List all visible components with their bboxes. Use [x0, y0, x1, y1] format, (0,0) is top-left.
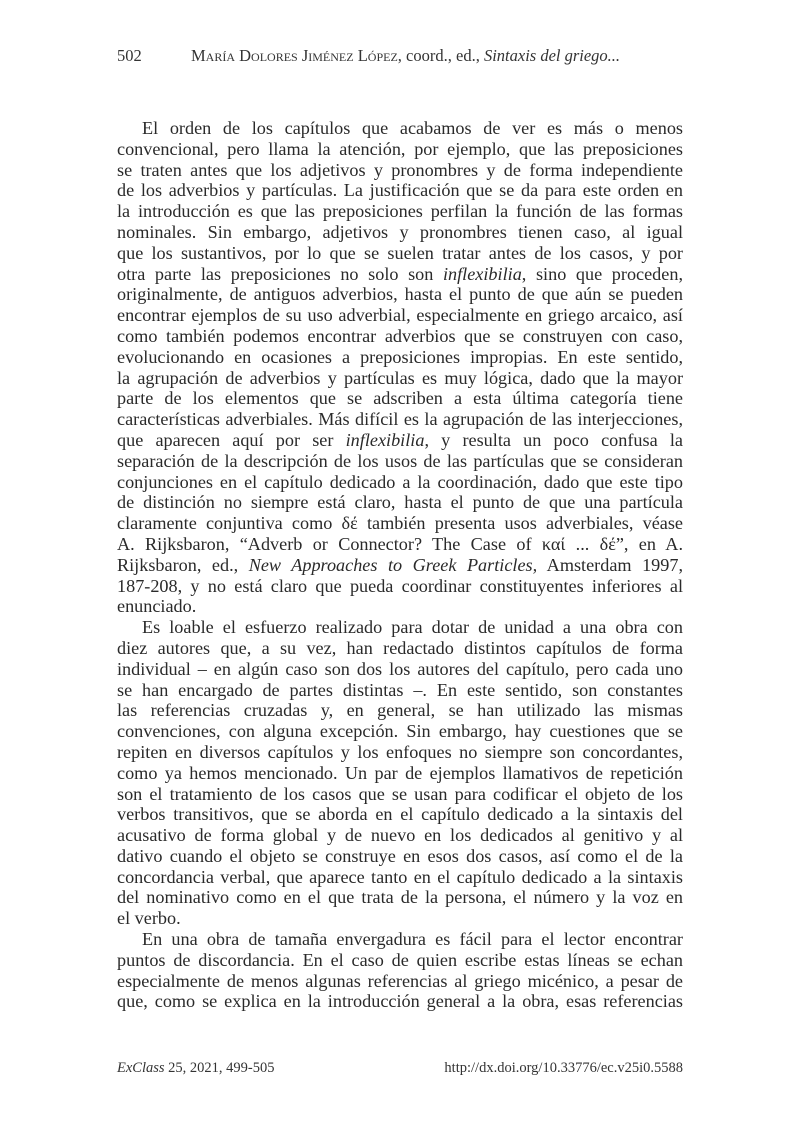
text-span: el verbo. — [117, 908, 181, 929]
text-line — [117, 825, 683, 846]
text-line — [117, 929, 683, 950]
text-line — [117, 576, 683, 597]
book-title: Sintaxis del griego... — [483, 46, 621, 65]
text-span: especialmente de menos algunas referencias al griego micénico, a pesar de — [117, 970, 683, 991]
text-span: otra parte las preposiciones no solo son — [117, 263, 443, 284]
text-line — [117, 534, 683, 555]
text-span: , sino que proceden, — [521, 263, 683, 284]
text-span: la introducción es que las preposiciones perfilan la función de las formas — [117, 201, 683, 222]
text-span: que los sustantivos, por lo que se suelen tratar antes de los casos, y por — [117, 242, 683, 263]
body-text — [117, 118, 683, 1012]
text-span: enunciado. — [117, 596, 197, 617]
text-span: verbos transitivos, que se aborda en el capítulo dedicado a la sintaxis del — [117, 804, 683, 825]
text-line — [117, 555, 683, 576]
text-line — [117, 867, 683, 888]
text-span: acusativo de forma global y de nuevo en los dedicados al genitivo y al — [117, 825, 683, 846]
text-span: , y resulta un poco confusa la — [424, 429, 683, 450]
journal-citation — [117, 1060, 275, 1077]
text-line — [117, 201, 683, 222]
text-line — [117, 180, 683, 201]
text-line — [117, 971, 683, 992]
text-span: las referencias cruzadas y, en general, se han utilizado las mismas — [117, 700, 683, 721]
text-line — [117, 763, 683, 784]
text-span: repiten en diversos capítulos y los enfoques no siempre son concordantes, — [117, 741, 683, 762]
text-line — [117, 388, 683, 409]
text-span: En una obra de tamaña envergadura es fácil para el lector encontrar — [142, 929, 683, 950]
italic-span: New Approaches to Greek Particles, — [248, 554, 538, 575]
text-line — [117, 368, 683, 389]
text-span: nominales. Sin embargo, adjetivos y pronombres tienen caso, al igual — [117, 221, 683, 242]
text-span: características adverbiales. Más difícil es la agrupación de las interjecciones, — [117, 409, 683, 430]
text-span: de distinción no siempre está claro, hasta el punto de que una partícula — [117, 492, 683, 513]
text-span: como también podemos encontrar adverbios que se construyen con caso, — [117, 325, 683, 346]
text-line — [117, 409, 683, 430]
text-line — [117, 243, 683, 264]
text-span: puntos de discordancia. En el caso de quien escribe estas líneas se echan — [117, 949, 683, 970]
text-span: del nominativo como en el que trata de la persona, el número y la voz en — [117, 887, 683, 908]
text-span: El orden de los capítulos que acabamos de ver es más o menos — [142, 118, 683, 138]
text-span: individual – en algún caso son dos los autores del capítulo, pero cada uno — [117, 658, 683, 679]
editor-name: María Dolores Jiménez López — [191, 46, 398, 65]
text-line — [117, 804, 683, 825]
text-span: son el tratamiento de los casos que se usan para codificar el objeto de los — [117, 783, 683, 804]
journal-name: ExClass — [117, 1060, 165, 1076]
running-title — [191, 46, 620, 66]
text-line — [117, 139, 683, 160]
editor-role: , coord., ed., — [397, 46, 484, 65]
text-span: parte de los elementos que se adscriben a esta última categoría tiene — [117, 388, 683, 409]
text-line — [117, 430, 683, 451]
text-line — [117, 451, 683, 472]
text-line — [117, 784, 683, 805]
text-span: que aparecen aquí por ser — [117, 429, 346, 450]
doi-link[interactable]: http://dx.doi.org/10.33776/ec.v25i0.5588 — [444, 1060, 683, 1076]
text-span: Es loable el esfuerzo realizado para dotar de unidad a una obra con — [142, 617, 683, 638]
text-line — [117, 305, 683, 326]
text-line — [117, 596, 683, 617]
text-span: Rijksbaron, ed., — [117, 554, 249, 575]
text-span: que, como se explica en la introducción general a la obra, esas referencias — [117, 991, 683, 1012]
text-line — [117, 472, 683, 493]
text-span: concordancia verbal, que aparece tanto en el capítulo dedicado a la sintaxis — [117, 866, 683, 887]
text-span: 187-208, y no está claro que pueda coordinar constituyentes inferiores al — [117, 575, 683, 596]
text-span: diez autores que, a su vez, han redactado distintos capítulos de forma — [117, 637, 683, 658]
text-span: se han encargado de partes distintas –. En este sentido, son constantes — [117, 679, 683, 700]
text-line — [117, 742, 683, 763]
text-span: evolucionando en ocasiones a preposiciones impropias. En este sentido, — [117, 346, 683, 367]
text-line — [117, 326, 683, 347]
text-line — [117, 638, 683, 659]
text-line — [117, 950, 683, 971]
text-span: como ya hemos mencionado. Un par de ejemplos llamativos de repetición — [117, 762, 683, 783]
page-footer — [117, 1060, 683, 1080]
running-head — [117, 46, 683, 70]
italic-span: inflexibilia — [442, 263, 522, 284]
text-span: originalmente, de antiguos adverbios, hasta el punto de que aún se pueden — [117, 284, 683, 305]
text-line — [117, 721, 683, 742]
text-span: la agrupación de adverbios y partículas es muy lógica, dado que la mayor — [117, 367, 683, 388]
text-line — [117, 222, 683, 243]
text-span: A. Rijksbaron, “Adverb or Connector? The Case of καί ... δέ”, en A. — [117, 533, 683, 554]
text-line — [117, 160, 683, 181]
text-span: convenciones, con alguna excepción. Sin embargo, hay cuestiones que se — [117, 721, 683, 742]
text-line — [117, 264, 683, 285]
text-span: Amsterdam 1997, — [537, 554, 683, 575]
text-line — [117, 680, 683, 701]
text-line — [117, 887, 683, 908]
text-span: dativo cuando el objeto se construye en esos dos casos, así como el de la — [117, 845, 683, 866]
page-number: 502 — [117, 46, 142, 65]
text-line — [117, 284, 683, 305]
text-span: encontrar ejemplos de su uso adverbial, especialmente en griego arcaico, así — [117, 305, 683, 326]
text-line — [117, 991, 683, 1012]
italic-span: inflexibilia — [345, 429, 425, 450]
volume-pages: 25, 2021, 499-505 — [164, 1060, 275, 1076]
text-span: claramente conjuntiva como δέ también presenta usos adverbiales, véase — [117, 513, 683, 534]
text-span: separación de la descripción de los usos de las partículas que se consideran — [117, 450, 683, 471]
text-line — [117, 492, 683, 513]
text-span: convencional, pero llama la atención, por ejemplo, que las preposiciones — [117, 138, 683, 159]
text-span: de los adverbios y partículas. La justificación que se da para este orden en — [117, 180, 683, 201]
text-line — [117, 659, 683, 680]
text-line — [117, 617, 683, 638]
text-line — [117, 700, 683, 721]
text-span: conjunciones en el capítulo dedicado a la coordinación, dado que este tipo — [117, 471, 683, 492]
text-line — [117, 513, 683, 534]
text-line — [117, 846, 683, 867]
text-line — [117, 118, 683, 139]
text-line — [117, 908, 683, 929]
text-span: se traten antes que los adjetivos y pronombres y de forma independiente — [117, 159, 683, 180]
text-line — [117, 347, 683, 368]
